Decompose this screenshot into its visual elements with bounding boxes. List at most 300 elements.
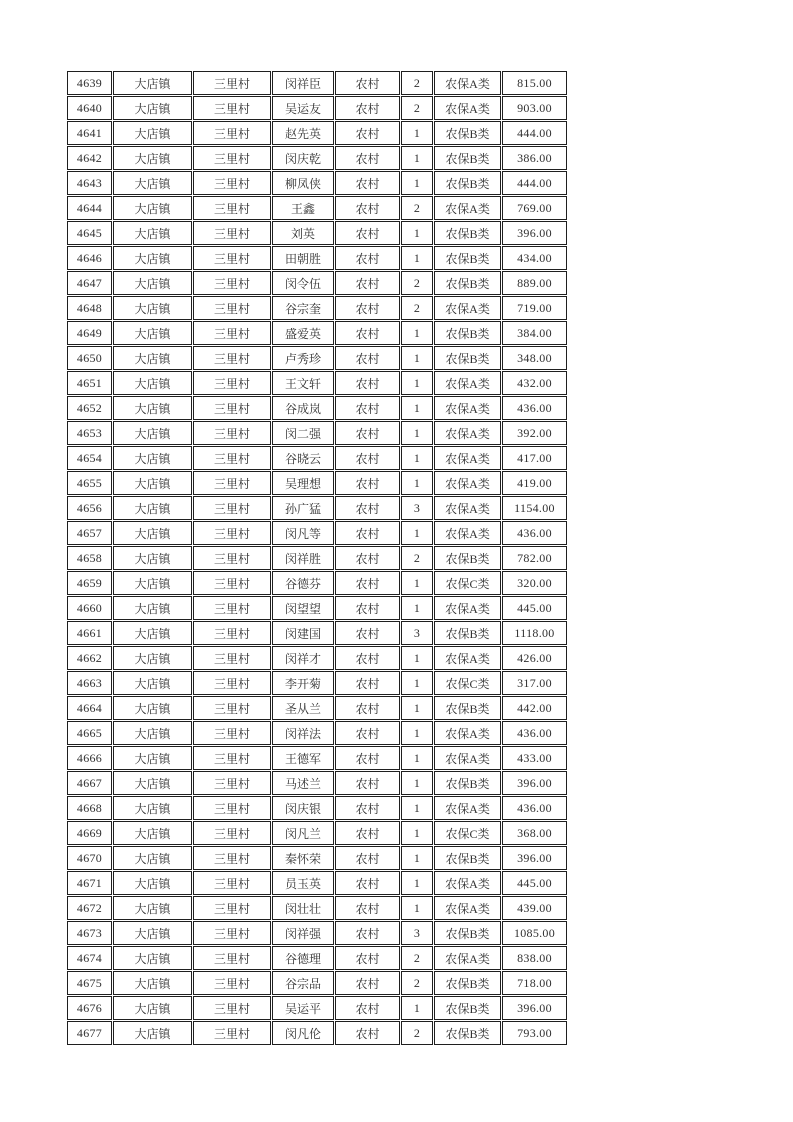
table-row [67,646,567,670]
cell-person-count: 1 [401,996,433,1020]
cell-household-category: 农村 [335,571,400,595]
cell-amount: 436.00 [502,396,567,420]
cell-person-count: 1 [401,871,433,895]
cell-village: 三里村 [193,496,271,520]
table-row [67,521,567,545]
cell-town: 大店镇 [113,96,192,120]
cell-town: 大店镇 [113,871,192,895]
cell-household-category: 农村 [335,296,400,320]
cell-person-name: 王德军 [272,746,334,770]
cell-insurance-type: 农保A类 [434,96,501,120]
cell-serial-number: 4664 [67,696,112,720]
cell-town: 大店镇 [113,371,192,395]
cell-person-name: 王鑫 [272,196,334,220]
cell-amount: 320.00 [502,571,567,595]
cell-insurance-type: 农保B类 [434,346,501,370]
cell-household-category: 农村 [335,71,400,95]
table-row [67,721,567,745]
cell-household-category: 农村 [335,521,400,545]
cell-household-category: 农村 [335,471,400,495]
cell-serial-number: 4666 [67,746,112,770]
table-row [67,1021,567,1045]
cell-person-name: 闵二强 [272,421,334,445]
cell-insurance-type: 农保A类 [434,721,501,745]
cell-serial-number: 4663 [67,671,112,695]
cell-amount: 889.00 [502,271,567,295]
cell-town: 大店镇 [113,921,192,945]
cell-insurance-type: 农保B类 [434,271,501,295]
cell-village: 三里村 [193,121,271,145]
cell-amount: 436.00 [502,521,567,545]
cell-village: 三里村 [193,221,271,245]
cell-serial-number: 4672 [67,896,112,920]
cell-town: 大店镇 [113,796,192,820]
cell-person-count: 1 [401,121,433,145]
table-row [67,96,567,120]
cell-serial-number: 4667 [67,771,112,795]
cell-amount: 396.00 [502,996,567,1020]
cell-person-count: 1 [401,321,433,345]
cell-amount: 838.00 [502,946,567,970]
cell-insurance-type: 农保B类 [434,121,501,145]
cell-person-count: 1 [401,246,433,270]
cell-person-name: 闵建国 [272,621,334,645]
cell-insurance-type: 农保B类 [434,846,501,870]
cell-serial-number: 4659 [67,571,112,595]
cell-household-category: 农村 [335,196,400,220]
cell-person-name: 秦怀荣 [272,846,334,870]
cell-person-name: 谷宗品 [272,971,334,995]
cell-person-name: 闵庆乾 [272,146,334,170]
cell-person-name: 闵祥臣 [272,71,334,95]
cell-town: 大店镇 [113,821,192,845]
cell-insurance-type: 农保B类 [434,996,501,1020]
cell-serial-number: 4646 [67,246,112,270]
cell-insurance-type: 农保B类 [434,971,501,995]
cell-person-name: 盛爱英 [272,321,334,345]
table-row [67,196,567,220]
cell-village: 三里村 [193,446,271,470]
cell-person-name: 谷晓云 [272,446,334,470]
cell-household-category: 农村 [335,821,400,845]
cell-serial-number: 4643 [67,171,112,195]
cell-person-name: 吴运平 [272,996,334,1020]
cell-amount: 815.00 [502,71,567,95]
cell-town: 大店镇 [113,446,192,470]
cell-amount: 436.00 [502,796,567,820]
cell-village: 三里村 [193,146,271,170]
cell-person-count: 1 [401,471,433,495]
cell-town: 大店镇 [113,146,192,170]
cell-person-count: 2 [401,71,433,95]
cell-person-count: 1 [401,771,433,795]
table-body [67,71,567,1045]
cell-insurance-type: 农保A类 [434,521,501,545]
cell-town: 大店镇 [113,596,192,620]
cell-serial-number: 4674 [67,946,112,970]
cell-serial-number: 4669 [67,821,112,845]
cell-person-name: 闵祥强 [272,921,334,945]
cell-insurance-type: 农保A类 [434,196,501,220]
cell-serial-number: 4654 [67,446,112,470]
cell-town: 大店镇 [113,121,192,145]
cell-village: 三里村 [193,896,271,920]
cell-town: 大店镇 [113,321,192,345]
cell-amount: 769.00 [502,196,567,220]
cell-person-count: 1 [401,721,433,745]
table-row [67,471,567,495]
cell-person-count: 1 [401,846,433,870]
cell-village: 三里村 [193,746,271,770]
cell-town: 大店镇 [113,571,192,595]
table-row [67,346,567,370]
cell-village: 三里村 [193,396,271,420]
cell-household-category: 农村 [335,96,400,120]
cell-insurance-type: 农保A类 [434,71,501,95]
cell-village: 三里村 [193,346,271,370]
cell-insurance-type: 农保C类 [434,571,501,595]
table-row [67,821,567,845]
cell-serial-number: 4641 [67,121,112,145]
cell-village: 三里村 [193,271,271,295]
cell-amount: 433.00 [502,746,567,770]
cell-household-category: 农村 [335,371,400,395]
cell-amount: 719.00 [502,296,567,320]
cell-person-name: 孙广猛 [272,496,334,520]
cell-household-category: 农村 [335,596,400,620]
cell-village: 三里村 [193,821,271,845]
cell-person-name: 吴运友 [272,96,334,120]
cell-amount: 903.00 [502,96,567,120]
subsidy-roster-table [66,70,568,1046]
cell-amount: 392.00 [502,421,567,445]
cell-serial-number: 4670 [67,846,112,870]
cell-person-count: 1 [401,671,433,695]
cell-household-category: 农村 [335,171,400,195]
cell-person-count: 1 [401,896,433,920]
cell-town: 大店镇 [113,346,192,370]
cell-village: 三里村 [193,171,271,195]
cell-household-category: 农村 [335,696,400,720]
cell-insurance-type: 农保C类 [434,671,501,695]
cell-village: 三里村 [193,846,271,870]
cell-town: 大店镇 [113,171,192,195]
cell-household-category: 农村 [335,121,400,145]
cell-serial-number: 4677 [67,1021,112,1045]
cell-serial-number: 4642 [67,146,112,170]
cell-village: 三里村 [193,571,271,595]
cell-serial-number: 4658 [67,546,112,570]
cell-insurance-type: 农保A类 [434,396,501,420]
cell-person-name: 闵令伍 [272,271,334,295]
table-row [67,546,567,570]
cell-amount: 445.00 [502,596,567,620]
cell-household-category: 农村 [335,546,400,570]
cell-person-name: 闵壮壮 [272,896,334,920]
cell-amount: 442.00 [502,696,567,720]
cell-household-category: 农村 [335,721,400,745]
cell-household-category: 农村 [335,1021,400,1045]
cell-household-category: 农村 [335,396,400,420]
cell-person-name: 赵先英 [272,121,334,145]
cell-village: 三里村 [193,946,271,970]
cell-person-count: 1 [401,171,433,195]
cell-amount: 317.00 [502,671,567,695]
cell-household-category: 农村 [335,246,400,270]
cell-village: 三里村 [193,96,271,120]
table-row [67,671,567,695]
cell-town: 大店镇 [113,771,192,795]
table-row [67,221,567,245]
table-row [67,271,567,295]
cell-person-name: 马述兰 [272,771,334,795]
cell-serial-number: 4652 [67,396,112,420]
cell-household-category: 农村 [335,846,400,870]
cell-person-name: 田朝胜 [272,246,334,270]
table-row [67,921,567,945]
cell-insurance-type: 农保A类 [434,646,501,670]
table-row [67,246,567,270]
cell-village: 三里村 [193,646,271,670]
cell-insurance-type: 农保B类 [434,921,501,945]
cell-insurance-type: 农保B类 [434,546,501,570]
cell-serial-number: 4656 [67,496,112,520]
table-row [67,596,567,620]
cell-insurance-type: 农保B类 [434,1021,501,1045]
table-row [67,971,567,995]
cell-amount: 436.00 [502,721,567,745]
cell-person-count: 2 [401,96,433,120]
cell-village: 三里村 [193,471,271,495]
cell-amount: 444.00 [502,171,567,195]
cell-person-count: 1 [401,646,433,670]
cell-amount: 419.00 [502,471,567,495]
cell-person-count: 1 [401,596,433,620]
cell-town: 大店镇 [113,996,192,1020]
cell-serial-number: 4661 [67,621,112,645]
cell-serial-number: 4662 [67,646,112,670]
cell-serial-number: 4655 [67,471,112,495]
table-row [67,421,567,445]
cell-person-count: 1 [401,421,433,445]
cell-serial-number: 4653 [67,421,112,445]
table-row [67,496,567,520]
cell-town: 大店镇 [113,946,192,970]
table-row [67,871,567,895]
cell-household-category: 农村 [335,996,400,1020]
cell-insurance-type: 农保B类 [434,246,501,270]
cell-town: 大店镇 [113,846,192,870]
cell-town: 大店镇 [113,296,192,320]
cell-household-category: 农村 [335,946,400,970]
cell-town: 大店镇 [113,696,192,720]
cell-town: 大店镇 [113,196,192,220]
table-row [67,71,567,95]
cell-person-count: 2 [401,1021,433,1045]
cell-person-name: 谷德芬 [272,571,334,595]
cell-person-count: 1 [401,396,433,420]
cell-insurance-type: 农保B类 [434,696,501,720]
cell-person-count: 1 [401,571,433,595]
cell-village: 三里村 [193,671,271,695]
cell-serial-number: 4671 [67,871,112,895]
cell-person-name: 闵祥胜 [272,546,334,570]
cell-person-name: 卢秀珍 [272,346,334,370]
cell-village: 三里村 [193,696,271,720]
cell-village: 三里村 [193,421,271,445]
cell-person-count: 3 [401,621,433,645]
cell-amount: 348.00 [502,346,567,370]
cell-household-category: 农村 [335,496,400,520]
cell-town: 大店镇 [113,496,192,520]
cell-town: 大店镇 [113,421,192,445]
cell-person-name: 闵祥法 [272,721,334,745]
cell-insurance-type: 农保A类 [434,496,501,520]
cell-person-count: 1 [401,146,433,170]
cell-amount: 434.00 [502,246,567,270]
cell-insurance-type: 农保A类 [434,471,501,495]
cell-serial-number: 4647 [67,271,112,295]
cell-person-name: 王文轩 [272,371,334,395]
cell-serial-number: 4673 [67,921,112,945]
cell-person-name: 柳凤侠 [272,171,334,195]
cell-amount: 445.00 [502,871,567,895]
cell-insurance-type: 农保A类 [434,796,501,820]
cell-amount: 368.00 [502,821,567,845]
cell-village: 三里村 [193,296,271,320]
cell-serial-number: 4675 [67,971,112,995]
cell-village: 三里村 [193,371,271,395]
cell-serial-number: 4645 [67,221,112,245]
cell-person-count: 2 [401,196,433,220]
cell-insurance-type: 农保A类 [434,371,501,395]
cell-person-name: 员玉英 [272,871,334,895]
table-row [67,621,567,645]
cell-person-count: 3 [401,921,433,945]
cell-insurance-type: 农保A类 [434,946,501,970]
cell-household-category: 农村 [335,671,400,695]
table-row [67,846,567,870]
cell-household-category: 农村 [335,896,400,920]
cell-serial-number: 4665 [67,721,112,745]
cell-amount: 417.00 [502,446,567,470]
cell-household-category: 农村 [335,446,400,470]
table-row [67,121,567,145]
cell-insurance-type: 农保B类 [434,771,501,795]
table-row [67,896,567,920]
table-row [67,171,567,195]
cell-village: 三里村 [193,921,271,945]
cell-insurance-type: 农保C类 [434,821,501,845]
cell-town: 大店镇 [113,646,192,670]
cell-insurance-type: 农保B类 [434,221,501,245]
cell-amount: 444.00 [502,121,567,145]
cell-person-name: 谷宗奎 [272,296,334,320]
cell-town: 大店镇 [113,746,192,770]
cell-village: 三里村 [193,771,271,795]
table-row [67,946,567,970]
table-row [67,746,567,770]
cell-insurance-type: 农保A类 [434,596,501,620]
cell-amount: 386.00 [502,146,567,170]
cell-household-category: 农村 [335,621,400,645]
cell-village: 三里村 [193,521,271,545]
cell-serial-number: 4650 [67,346,112,370]
cell-household-category: 农村 [335,146,400,170]
cell-village: 三里村 [193,796,271,820]
cell-insurance-type: 农保B类 [434,321,501,345]
cell-household-category: 农村 [335,321,400,345]
cell-household-category: 农村 [335,421,400,445]
cell-insurance-type: 农保B类 [434,146,501,170]
cell-person-count: 2 [401,296,433,320]
cell-person-count: 2 [401,971,433,995]
cell-amount: 439.00 [502,896,567,920]
cell-village: 三里村 [193,621,271,645]
cell-town: 大店镇 [113,71,192,95]
cell-person-count: 1 [401,746,433,770]
cell-person-name: 闵凡兰 [272,821,334,845]
cell-person-count: 1 [401,371,433,395]
cell-serial-number: 4644 [67,196,112,220]
cell-village: 三里村 [193,971,271,995]
cell-household-category: 农村 [335,346,400,370]
cell-household-category: 农村 [335,646,400,670]
cell-amount: 1118.00 [502,621,567,645]
cell-town: 大店镇 [113,546,192,570]
cell-amount: 793.00 [502,1021,567,1045]
cell-person-count: 1 [401,446,433,470]
cell-person-name: 谷成岚 [272,396,334,420]
cell-person-count: 1 [401,521,433,545]
cell-person-name: 吴理想 [272,471,334,495]
cell-person-name: 刘英 [272,221,334,245]
cell-serial-number: 4651 [67,371,112,395]
cell-household-category: 农村 [335,921,400,945]
cell-village: 三里村 [193,196,271,220]
cell-town: 大店镇 [113,246,192,270]
cell-village: 三里村 [193,546,271,570]
cell-town: 大店镇 [113,221,192,245]
cell-person-count: 3 [401,496,433,520]
cell-person-name: 闵凡等 [272,521,334,545]
cell-village: 三里村 [193,871,271,895]
cell-household-category: 农村 [335,221,400,245]
cell-person-count: 2 [401,946,433,970]
table-row [67,771,567,795]
cell-person-name: 闵望望 [272,596,334,620]
cell-serial-number: 4676 [67,996,112,1020]
cell-serial-number: 4660 [67,596,112,620]
cell-town: 大店镇 [113,271,192,295]
table-row [67,396,567,420]
cell-household-category: 农村 [335,771,400,795]
cell-insurance-type: 农保B类 [434,171,501,195]
cell-town: 大店镇 [113,721,192,745]
cell-person-name: 闵凡伦 [272,1021,334,1045]
cell-town: 大店镇 [113,971,192,995]
cell-town: 大店镇 [113,396,192,420]
cell-village: 三里村 [193,596,271,620]
cell-village: 三里村 [193,71,271,95]
cell-serial-number: 4640 [67,96,112,120]
cell-town: 大店镇 [113,896,192,920]
cell-amount: 1085.00 [502,921,567,945]
cell-town: 大店镇 [113,521,192,545]
table-row [67,796,567,820]
table-row [67,371,567,395]
cell-amount: 782.00 [502,546,567,570]
